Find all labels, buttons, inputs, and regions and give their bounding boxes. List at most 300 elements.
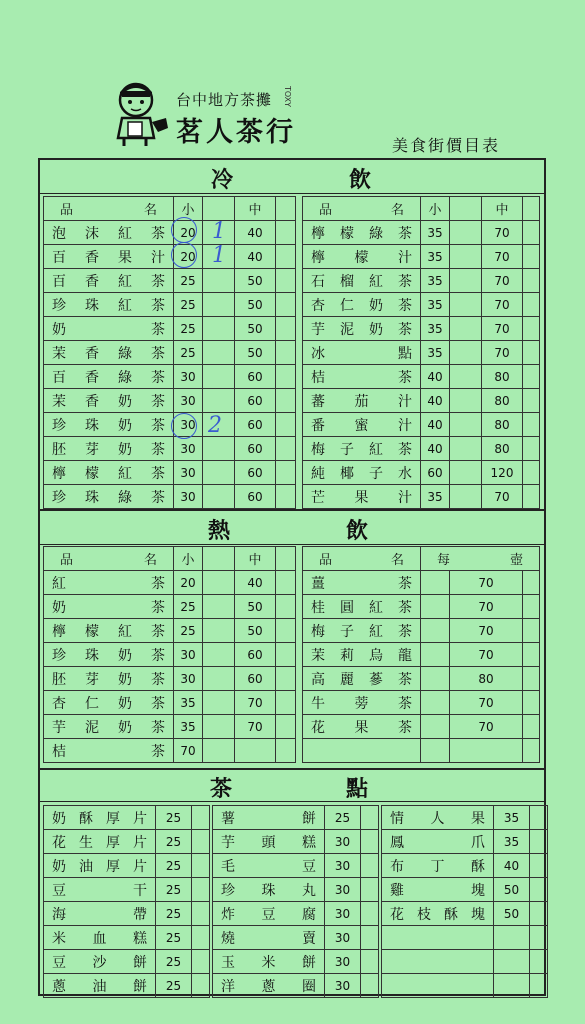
medium-price: 70 bbox=[482, 221, 523, 245]
price-list-title: 美食街價目表 bbox=[392, 136, 501, 155]
item-name: 番蜜汁 bbox=[303, 413, 421, 437]
table-row bbox=[44, 413, 296, 437]
pot-price: 70 bbox=[450, 691, 523, 715]
table-row bbox=[303, 413, 540, 437]
blank-cell bbox=[192, 974, 210, 998]
item-name: 檸檬綠茶 bbox=[303, 221, 421, 245]
item-price: 30 bbox=[325, 974, 361, 998]
table-row bbox=[44, 269, 296, 293]
item-name: 米血糕 bbox=[44, 926, 156, 950]
blank-cell bbox=[276, 667, 296, 691]
blank-cell bbox=[450, 389, 482, 413]
table-row bbox=[44, 854, 210, 878]
table-row bbox=[382, 926, 548, 950]
medium-price: 50 bbox=[235, 293, 276, 317]
item-name: 蔥油餅 bbox=[44, 974, 156, 998]
blank-cell bbox=[203, 739, 235, 763]
table-row bbox=[382, 830, 548, 854]
item-name: 芋頭糕 bbox=[213, 830, 325, 854]
blank-cell bbox=[523, 485, 540, 509]
blank-cell bbox=[530, 974, 548, 998]
item-name bbox=[382, 974, 494, 998]
table-row bbox=[44, 389, 296, 413]
item-price: 50 bbox=[494, 878, 530, 902]
logo-stamp: TOXY bbox=[283, 86, 292, 108]
blank-cell bbox=[203, 595, 235, 619]
blank-cell bbox=[450, 245, 482, 269]
blank-cell bbox=[276, 269, 296, 293]
table-header-row bbox=[44, 547, 296, 571]
pot-price: 70 bbox=[450, 571, 523, 595]
item-name bbox=[382, 926, 494, 950]
small-price: 40 bbox=[421, 365, 450, 389]
blank-cell bbox=[276, 739, 296, 763]
blank-cell bbox=[203, 715, 235, 739]
blank-cell bbox=[203, 485, 235, 509]
table-row bbox=[44, 950, 210, 974]
hot-drinks-title: 熱 飲 bbox=[40, 511, 544, 545]
table-row bbox=[213, 974, 379, 998]
medium-price: 50 bbox=[235, 317, 276, 341]
medium-price: 60 bbox=[235, 643, 276, 667]
blank-cell bbox=[523, 317, 540, 341]
shop-brand-name: 茗人茶行 bbox=[176, 117, 296, 148]
snacks-column-3-table bbox=[381, 805, 548, 998]
item-name bbox=[303, 739, 421, 763]
hot-drinks-left-table bbox=[43, 546, 296, 763]
table-row bbox=[44, 341, 296, 365]
item-name: 梅子紅茶 bbox=[303, 437, 421, 461]
blank-cell bbox=[450, 461, 482, 485]
blank-cell bbox=[276, 437, 296, 461]
item-name: 薯餅 bbox=[213, 806, 325, 830]
small-price: 35 bbox=[421, 341, 450, 365]
item-price: 30 bbox=[325, 902, 361, 926]
blank-cell bbox=[523, 643, 540, 667]
item-name: 薑茶 bbox=[303, 571, 421, 595]
small-price: 35 bbox=[421, 293, 450, 317]
table-row bbox=[303, 739, 540, 763]
small-price: 70 bbox=[174, 739, 203, 763]
table-row bbox=[44, 619, 296, 643]
name-header: 品名 bbox=[44, 547, 174, 571]
blank-cell bbox=[523, 691, 540, 715]
item-price: 25 bbox=[156, 926, 192, 950]
handwritten-circle bbox=[171, 413, 197, 439]
item-price: 25 bbox=[156, 878, 192, 902]
item-price: 30 bbox=[325, 950, 361, 974]
cold-drinks-right-table bbox=[302, 196, 540, 509]
blank-cell bbox=[523, 715, 540, 739]
blank-cell bbox=[203, 547, 235, 571]
blank-cell bbox=[203, 667, 235, 691]
blank-cell bbox=[361, 806, 379, 830]
item-name: 芒果汁 bbox=[303, 485, 421, 509]
item-name: 奶酥厚片 bbox=[44, 806, 156, 830]
blank-cell bbox=[450, 269, 482, 293]
snacks-column-2-table bbox=[212, 805, 379, 998]
table-row bbox=[382, 806, 548, 830]
name-header: 品名 bbox=[303, 547, 421, 571]
table-row bbox=[303, 571, 540, 595]
blank-cell bbox=[530, 926, 548, 950]
item-name: 檸檬紅茶 bbox=[44, 461, 174, 485]
table-row bbox=[303, 619, 540, 643]
blank-cell bbox=[276, 485, 296, 509]
table-row bbox=[44, 317, 296, 341]
table-row bbox=[213, 950, 379, 974]
blank-cell bbox=[203, 197, 235, 221]
mascot-logo-icon bbox=[108, 78, 174, 148]
table-row bbox=[44, 437, 296, 461]
item-name: 毛豆 bbox=[213, 854, 325, 878]
blank-cell bbox=[361, 974, 379, 998]
small-price: 35 bbox=[174, 715, 203, 739]
small-price: 25 bbox=[174, 341, 203, 365]
blank-cell bbox=[450, 197, 482, 221]
item-price bbox=[494, 926, 530, 950]
item-name: 珍珠綠茶 bbox=[44, 485, 174, 509]
item-price: 30 bbox=[325, 854, 361, 878]
table-row bbox=[303, 715, 540, 739]
table-row bbox=[303, 461, 540, 485]
blank-cell bbox=[523, 389, 540, 413]
blank-cell bbox=[450, 413, 482, 437]
small-price: 25 bbox=[174, 317, 203, 341]
item-name: 蕃茄汁 bbox=[303, 389, 421, 413]
item-name: 玉米餅 bbox=[213, 950, 325, 974]
blank-cell bbox=[192, 902, 210, 926]
item-name: 珍珠奶茶 bbox=[44, 643, 174, 667]
blank-cell bbox=[276, 389, 296, 413]
blank-cell bbox=[450, 341, 482, 365]
item-name: 珍珠丸 bbox=[213, 878, 325, 902]
pot-header: 每壺 bbox=[421, 547, 540, 571]
item-name: 百香果汁 bbox=[44, 245, 174, 269]
table-row bbox=[44, 902, 210, 926]
medium-size-header: 中 bbox=[482, 197, 523, 221]
table-row bbox=[303, 437, 540, 461]
table-row bbox=[213, 878, 379, 902]
blank-cell bbox=[421, 643, 450, 667]
medium-price: 40 bbox=[235, 571, 276, 595]
item-name: 梅子紅茶 bbox=[303, 619, 421, 643]
pot-price: 70 bbox=[450, 595, 523, 619]
shop-subtitle: 台中地方茶攤 bbox=[176, 91, 273, 109]
snacks-column-1-table bbox=[43, 805, 210, 998]
blank-cell bbox=[421, 595, 450, 619]
item-price: 35 bbox=[494, 806, 530, 830]
blank-cell bbox=[192, 854, 210, 878]
blank-cell bbox=[203, 365, 235, 389]
blank-cell bbox=[276, 571, 296, 595]
blank-cell bbox=[203, 571, 235, 595]
blank-cell bbox=[523, 667, 540, 691]
item-name: 芋泥奶茶 bbox=[44, 715, 174, 739]
item-name: 情人果 bbox=[382, 806, 494, 830]
item-name: 珍珠紅茶 bbox=[44, 293, 174, 317]
blank-cell bbox=[276, 365, 296, 389]
medium-price: 70 bbox=[482, 341, 523, 365]
item-name bbox=[382, 950, 494, 974]
blank-cell bbox=[450, 221, 482, 245]
blank-cell bbox=[361, 878, 379, 902]
medium-price: 70 bbox=[482, 293, 523, 317]
item-price: 40 bbox=[494, 854, 530, 878]
blank-cell bbox=[203, 293, 235, 317]
blank-cell bbox=[450, 317, 482, 341]
item-name: 桔茶 bbox=[303, 365, 421, 389]
blank-cell bbox=[523, 365, 540, 389]
small-price: 25 bbox=[174, 595, 203, 619]
name-header: 品名 bbox=[303, 197, 421, 221]
blank-cell bbox=[276, 413, 296, 437]
item-price: 25 bbox=[156, 854, 192, 878]
blank-cell bbox=[361, 830, 379, 854]
blank-cell bbox=[192, 878, 210, 902]
item-name: 豆沙餅 bbox=[44, 950, 156, 974]
table-row bbox=[44, 595, 296, 619]
blank-cell bbox=[361, 926, 379, 950]
table-row bbox=[213, 854, 379, 878]
table-header-row bbox=[303, 547, 540, 571]
table-row bbox=[213, 926, 379, 950]
item-name: 胚芽奶茶 bbox=[44, 437, 174, 461]
table-row bbox=[303, 667, 540, 691]
medium-price: 60 bbox=[235, 667, 276, 691]
table-row bbox=[44, 485, 296, 509]
medium-size-header: 中 bbox=[235, 197, 276, 221]
blank-cell bbox=[421, 571, 450, 595]
blank-cell bbox=[361, 854, 379, 878]
small-price: 35 bbox=[421, 245, 450, 269]
item-name: 高麗蔘茶 bbox=[303, 667, 421, 691]
item-name: 冰點 bbox=[303, 341, 421, 365]
small-price: 40 bbox=[421, 389, 450, 413]
item-name: 茉莉烏龍 bbox=[303, 643, 421, 667]
menu-sheet bbox=[38, 158, 546, 996]
small-price: 25 bbox=[174, 269, 203, 293]
small-size-header: 小 bbox=[174, 547, 203, 571]
item-name: 胚芽奶茶 bbox=[44, 667, 174, 691]
small-price: 35 bbox=[174, 691, 203, 715]
medium-price: 60 bbox=[235, 365, 276, 389]
item-name: 花枝酥塊 bbox=[382, 902, 494, 926]
blank-cell bbox=[421, 619, 450, 643]
blank-cell bbox=[523, 571, 540, 595]
blank-cell bbox=[523, 595, 540, 619]
item-name: 百香綠茶 bbox=[44, 365, 174, 389]
blank-cell bbox=[523, 221, 540, 245]
table-row bbox=[213, 806, 379, 830]
pot-price: 80 bbox=[450, 667, 523, 691]
small-price: 20 bbox=[174, 571, 203, 595]
blank-cell bbox=[450, 437, 482, 461]
item-name: 海帶 bbox=[44, 902, 156, 926]
blank-cell bbox=[523, 245, 540, 269]
blank-cell bbox=[421, 691, 450, 715]
table-row bbox=[382, 902, 548, 926]
item-name: 檸檬汁 bbox=[303, 245, 421, 269]
table-row bbox=[44, 739, 296, 763]
table-row bbox=[303, 245, 540, 269]
item-name: 布丁酥 bbox=[382, 854, 494, 878]
item-price: 25 bbox=[156, 974, 192, 998]
item-name: 洋蔥圈 bbox=[213, 974, 325, 998]
medium-price: 70 bbox=[235, 691, 276, 715]
small-price: 30 bbox=[174, 667, 203, 691]
pot-price: 70 bbox=[450, 715, 523, 739]
item-name: 奶茶 bbox=[44, 595, 174, 619]
table-row bbox=[382, 854, 548, 878]
blank-cell bbox=[203, 619, 235, 643]
table-row bbox=[382, 950, 548, 974]
medium-price: 70 bbox=[482, 269, 523, 293]
item-price: 25 bbox=[156, 806, 192, 830]
medium-price: 80 bbox=[482, 437, 523, 461]
item-price: 25 bbox=[156, 830, 192, 854]
blank-cell bbox=[523, 619, 540, 643]
medium-price: 50 bbox=[235, 595, 276, 619]
small-price: 25 bbox=[174, 619, 203, 643]
blank-cell bbox=[530, 878, 548, 902]
pot-price bbox=[450, 739, 523, 763]
blank-cell bbox=[421, 667, 450, 691]
blank-cell bbox=[276, 245, 296, 269]
item-price: 30 bbox=[325, 878, 361, 902]
table-row bbox=[303, 269, 540, 293]
table-row bbox=[382, 974, 548, 998]
item-price: 25 bbox=[325, 806, 361, 830]
medium-price: 60 bbox=[235, 461, 276, 485]
medium-price: 80 bbox=[482, 389, 523, 413]
handwritten-mark: 1 bbox=[212, 243, 226, 268]
table-row bbox=[44, 926, 210, 950]
small-price: 40 bbox=[421, 437, 450, 461]
medium-price: 80 bbox=[482, 413, 523, 437]
table-row bbox=[44, 293, 296, 317]
item-name: 奶茶 bbox=[44, 317, 174, 341]
small-price: 20 bbox=[174, 245, 203, 269]
medium-price: 50 bbox=[235, 269, 276, 293]
medium-price: 50 bbox=[235, 619, 276, 643]
blank-cell bbox=[530, 902, 548, 926]
table-row bbox=[382, 878, 548, 902]
blank-cell bbox=[203, 461, 235, 485]
small-price: 35 bbox=[421, 317, 450, 341]
blank-cell bbox=[523, 413, 540, 437]
table-row bbox=[44, 830, 210, 854]
item-name: 鳳爪 bbox=[382, 830, 494, 854]
blank-cell bbox=[192, 806, 210, 830]
small-price: 35 bbox=[421, 269, 450, 293]
item-name: 茉香綠茶 bbox=[44, 341, 174, 365]
small-price: 30 bbox=[174, 365, 203, 389]
blank-cell bbox=[276, 197, 296, 221]
table-row bbox=[44, 691, 296, 715]
table-row bbox=[44, 221, 296, 245]
medium-price: 70 bbox=[482, 245, 523, 269]
small-price: 25 bbox=[174, 293, 203, 317]
blank-cell bbox=[523, 437, 540, 461]
table-header-row bbox=[303, 197, 540, 221]
blank-cell bbox=[361, 950, 379, 974]
blank-cell bbox=[276, 619, 296, 643]
table-row bbox=[44, 571, 296, 595]
medium-price: 70 bbox=[482, 485, 523, 509]
table-row bbox=[303, 389, 540, 413]
item-name: 花生厚片 bbox=[44, 830, 156, 854]
blank-cell bbox=[276, 317, 296, 341]
item-name: 石榴紅茶 bbox=[303, 269, 421, 293]
blank-cell bbox=[523, 461, 540, 485]
blank-cell bbox=[530, 806, 548, 830]
item-name: 桂圓紅茶 bbox=[303, 595, 421, 619]
table-row bbox=[213, 902, 379, 926]
medium-price: 50 bbox=[235, 341, 276, 365]
medium-price: 40 bbox=[235, 245, 276, 269]
blank-cell bbox=[276, 595, 296, 619]
small-price: 30 bbox=[174, 643, 203, 667]
medium-price: 60 bbox=[235, 485, 276, 509]
item-name: 奶油厚片 bbox=[44, 854, 156, 878]
table-row bbox=[44, 878, 210, 902]
blank-cell bbox=[192, 950, 210, 974]
blank-cell bbox=[203, 389, 235, 413]
table-row bbox=[303, 691, 540, 715]
blank-cell bbox=[523, 341, 540, 365]
blank-cell bbox=[523, 293, 540, 317]
item-name: 杏仁奶茶 bbox=[303, 293, 421, 317]
blank-cell bbox=[450, 365, 482, 389]
medium-price: 70 bbox=[235, 715, 276, 739]
blank-cell bbox=[523, 739, 540, 763]
item-name: 燒賣 bbox=[213, 926, 325, 950]
blank-cell bbox=[450, 485, 482, 509]
blank-cell bbox=[530, 830, 548, 854]
item-name: 檸檬紅茶 bbox=[44, 619, 174, 643]
cold-drinks-title: 冷 飲 bbox=[40, 160, 544, 194]
small-price: 35 bbox=[421, 221, 450, 245]
table-row bbox=[303, 317, 540, 341]
medium-price bbox=[235, 739, 276, 763]
small-price: 30 bbox=[174, 485, 203, 509]
pot-price: 70 bbox=[450, 619, 523, 643]
item-price: 25 bbox=[156, 950, 192, 974]
medium-size-header: 中 bbox=[235, 547, 276, 571]
item-name: 芋泥奶茶 bbox=[303, 317, 421, 341]
blank-cell bbox=[530, 950, 548, 974]
small-price: 30 bbox=[174, 389, 203, 413]
medium-price: 60 bbox=[235, 413, 276, 437]
medium-price: 70 bbox=[482, 317, 523, 341]
blank-cell bbox=[421, 739, 450, 763]
blank-cell bbox=[276, 461, 296, 485]
blank-cell bbox=[276, 221, 296, 245]
blank-cell bbox=[276, 341, 296, 365]
small-price: 35 bbox=[421, 485, 450, 509]
table-row bbox=[44, 715, 296, 739]
blank-cell bbox=[203, 341, 235, 365]
item-price bbox=[494, 974, 530, 998]
small-size-header: 小 bbox=[421, 197, 450, 221]
item-name: 茉香奶茶 bbox=[44, 389, 174, 413]
blank-cell bbox=[203, 643, 235, 667]
medium-price: 120 bbox=[482, 461, 523, 485]
table-row bbox=[303, 341, 540, 365]
cold-drinks-left-table bbox=[43, 196, 296, 509]
pot-price: 70 bbox=[450, 643, 523, 667]
